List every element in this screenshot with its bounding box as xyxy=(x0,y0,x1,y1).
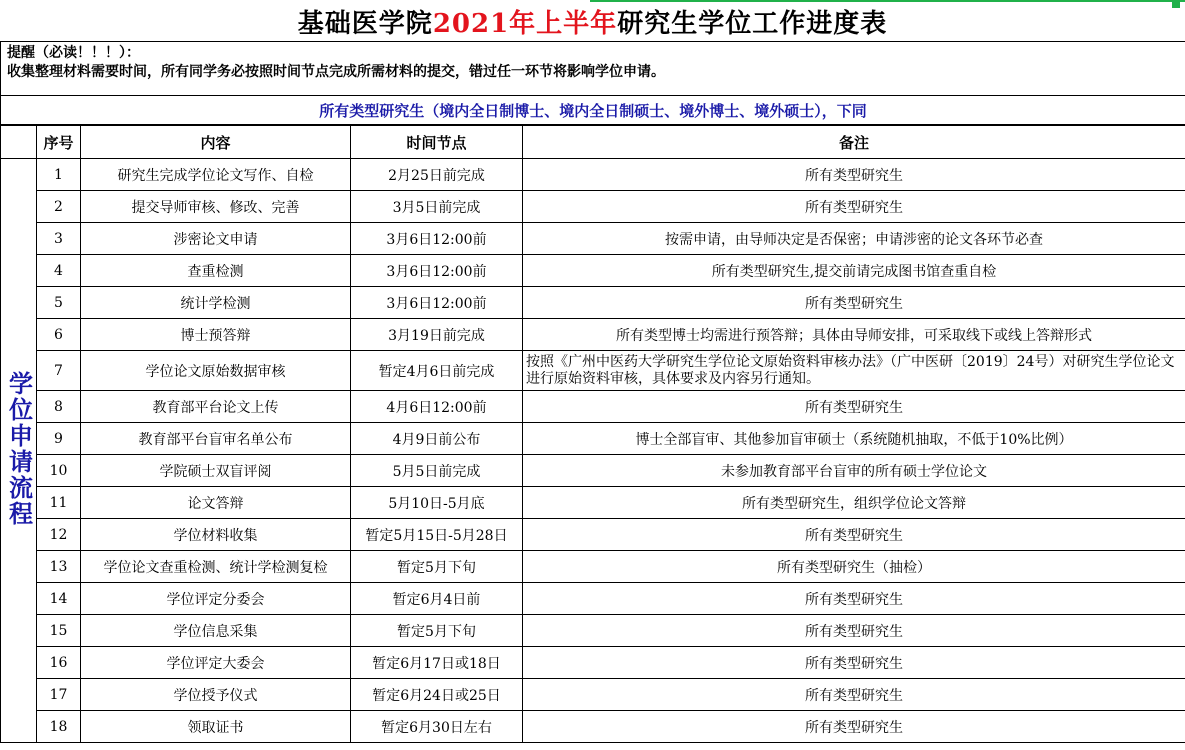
cell-content[interactable]: 查重检测 xyxy=(81,255,351,287)
table-row xyxy=(1,255,1185,287)
table-row xyxy=(1,519,1185,551)
title-prefix: 基础医学院 xyxy=(297,9,433,39)
cell-content[interactable]: 论文答辩 xyxy=(81,487,351,519)
cell-content[interactable]: 学院硕士双盲评阅 xyxy=(81,455,351,487)
header-row xyxy=(1,126,1185,159)
cell-no[interactable]: 13 xyxy=(37,551,81,583)
cell-time[interactable]: 暂定6月24日或25日 xyxy=(351,679,523,711)
cell-content[interactable]: 学位评定大委会 xyxy=(81,647,351,679)
cell-time[interactable]: 5月5日前完成 xyxy=(351,455,523,487)
table-row xyxy=(1,487,1185,519)
page-title xyxy=(0,2,1185,42)
cell-content[interactable]: 提交导师审核、修改、完善 xyxy=(81,191,351,223)
cell-note[interactable]: 按需申请，由导师决定是否保密；申请涉密的论文各环节必查 xyxy=(523,223,1185,255)
cell-no[interactable]: 14 xyxy=(37,583,81,615)
cell-no[interactable]: 9 xyxy=(37,423,81,455)
table-row xyxy=(1,319,1185,351)
cell-content[interactable]: 学位信息采集 xyxy=(81,615,351,647)
table-row xyxy=(1,287,1185,319)
cell-content[interactable]: 统计学检测 xyxy=(81,287,351,319)
cell-time[interactable]: 3月5日前完成 xyxy=(351,191,523,223)
cell-note[interactable]: 未参加教育部平台盲审的所有硕士学位论文 xyxy=(523,455,1185,487)
cell-time[interactable]: 4月6日12:00前 xyxy=(351,391,523,423)
cell-note[interactable]: 所有类型研究生 xyxy=(523,159,1185,191)
header-content[interactable]: 内容 xyxy=(81,126,351,159)
notice-line-1: 提醒（必读！！！）： xyxy=(7,45,140,61)
cell-note[interactable]: 按照《广州中医药大学研究生学位论文原始资料审核办法》（广中医研〔2019〕24号）对研究生学位论文进行原始资料审核，具体要求及内容另行通知。 xyxy=(523,351,1185,391)
cell-no[interactable]: 17 xyxy=(37,679,81,711)
cell-no[interactable]: 5 xyxy=(37,287,81,319)
table-row xyxy=(1,351,1185,391)
header-blank[interactable] xyxy=(1,126,37,159)
cell-no[interactable]: 15 xyxy=(37,615,81,647)
cell-time[interactable]: 3月6日12:00前 xyxy=(351,287,523,319)
header-no[interactable]: 序号 xyxy=(37,126,81,159)
cell-note[interactable]: 所有类型研究生 xyxy=(523,615,1185,647)
cell-note[interactable]: 所有类型研究生,提交前请完成图书馆查重自检 xyxy=(523,255,1185,287)
cell-content[interactable]: 学位材料收集 xyxy=(81,519,351,551)
cell-note[interactable]: 所有类型研究生 xyxy=(523,647,1185,679)
table-row xyxy=(1,159,1185,191)
cell-note[interactable]: 所有类型研究生 xyxy=(523,391,1185,423)
cell-time[interactable]: 3月6日12:00前 xyxy=(351,255,523,287)
cell-no[interactable]: 11 xyxy=(37,487,81,519)
table-row xyxy=(1,391,1185,423)
cell-note[interactable]: 所有类型研究生 xyxy=(523,519,1185,551)
cell-note[interactable]: 所有类型研究生 xyxy=(523,711,1185,743)
header-note[interactable]: 备注 xyxy=(523,126,1185,159)
cell-time[interactable]: 3月6日12:00前 xyxy=(351,223,523,255)
cell-content[interactable]: 教育部平台论文上传 xyxy=(81,391,351,423)
title-highlight: 2021年上半年 xyxy=(432,9,618,39)
table-row xyxy=(1,223,1185,255)
cell-note[interactable]: 所有类型博士均需进行预答辩；具体由导师安排，可采取线下或线上答辩形式 xyxy=(523,319,1185,351)
cell-note[interactable]: 所有类型研究生 xyxy=(523,679,1185,711)
cell-note[interactable]: 博士全部盲审、其他参加盲审硕士（系统随机抽取，不低于10%比例） xyxy=(523,423,1185,455)
cell-content[interactable]: 学位授予仪式 xyxy=(81,679,351,711)
cell-no[interactable]: 4 xyxy=(37,255,81,287)
cell-note[interactable]: 所有类型研究生，组织学位论文答辩 xyxy=(523,487,1185,519)
cell-time[interactable]: 4月9日前公布 xyxy=(351,423,523,455)
cell-content[interactable]: 学位论文查重检测、统计学检测复检 xyxy=(81,551,351,583)
header-time[interactable]: 时间节点 xyxy=(351,126,523,159)
notice-line-2: 收集整理材料需要时间，所有同学务必按照时间节点完成所需材料的提交，错过任一环节将影响学位申请。 xyxy=(7,64,665,80)
side-label-cell[interactable] xyxy=(1,159,37,743)
cell-time[interactable]: 暂定6月30日左右 xyxy=(351,711,523,743)
cell-content[interactable]: 学位评定分委会 xyxy=(81,583,351,615)
cell-no[interactable]: 16 xyxy=(37,647,81,679)
table-row xyxy=(1,711,1185,743)
title-suffix: 研究生学位工作进度表 xyxy=(617,9,888,39)
cell-time[interactable]: 暂定6月17日或18日 xyxy=(351,647,523,679)
cell-time[interactable]: 5月10日-5月底 xyxy=(351,487,523,519)
table-row xyxy=(1,191,1185,223)
cell-content[interactable]: 涉密论文申请 xyxy=(81,223,351,255)
cell-note[interactable]: 所有类型研究生 xyxy=(523,287,1185,319)
cell-no[interactable]: 6 xyxy=(37,319,81,351)
cell-no[interactable]: 18 xyxy=(37,711,81,743)
table-row xyxy=(1,583,1185,615)
progress-table xyxy=(0,125,1185,743)
side-label: 学位申请流程 xyxy=(4,370,34,527)
table-row xyxy=(1,423,1185,455)
cell-no[interactable]: 8 xyxy=(37,391,81,423)
cell-note[interactable]: 所有类型研究生 xyxy=(523,583,1185,615)
cell-time[interactable]: 3月19日前完成 xyxy=(351,319,523,351)
cell-content[interactable]: 教育部平台盲审名单公布 xyxy=(81,423,351,455)
cell-no[interactable]: 3 xyxy=(37,223,81,255)
cell-no[interactable]: 10 xyxy=(37,455,81,487)
cell-time[interactable]: 暂定5月下旬 xyxy=(351,551,523,583)
cell-content[interactable]: 学位论文原始数据审核 xyxy=(81,351,351,391)
cell-note[interactable]: 所有类型研究生 xyxy=(523,191,1185,223)
cell-content[interactable]: 博士预答辩 xyxy=(81,319,351,351)
cell-time[interactable]: 暂定6月4日前 xyxy=(351,583,523,615)
table-row xyxy=(1,615,1185,647)
table-row xyxy=(1,551,1185,583)
cell-content[interactable]: 研究生完成学位论文写作、自检 xyxy=(81,159,351,191)
cell-no[interactable]: 1 xyxy=(37,159,81,191)
cell-time[interactable]: 2月25日前完成 xyxy=(351,159,523,191)
cell-time[interactable]: 暂定5月15日-5月28日 xyxy=(351,519,523,551)
table-row xyxy=(1,679,1185,711)
table-row xyxy=(1,647,1185,679)
cell-no[interactable]: 12 xyxy=(37,519,81,551)
notice-cell[interactable] xyxy=(0,42,1185,96)
cell-time[interactable]: 暂定4月6日前完成 xyxy=(351,351,523,391)
cell-no[interactable]: 2 xyxy=(37,191,81,223)
table-row xyxy=(1,455,1185,487)
scope-cell[interactable]: 所有类型研究生（境内全日制博士、境内全日制硕士、境外博士、境外硕士），下同 xyxy=(0,96,1185,125)
cell-time[interactable]: 暂定5月下旬 xyxy=(351,615,523,647)
cell-note[interactable]: 所有类型研究生（抽检） xyxy=(523,551,1185,583)
cell-no[interactable]: 7 xyxy=(37,351,81,391)
cell-content[interactable]: 领取证书 xyxy=(81,711,351,743)
